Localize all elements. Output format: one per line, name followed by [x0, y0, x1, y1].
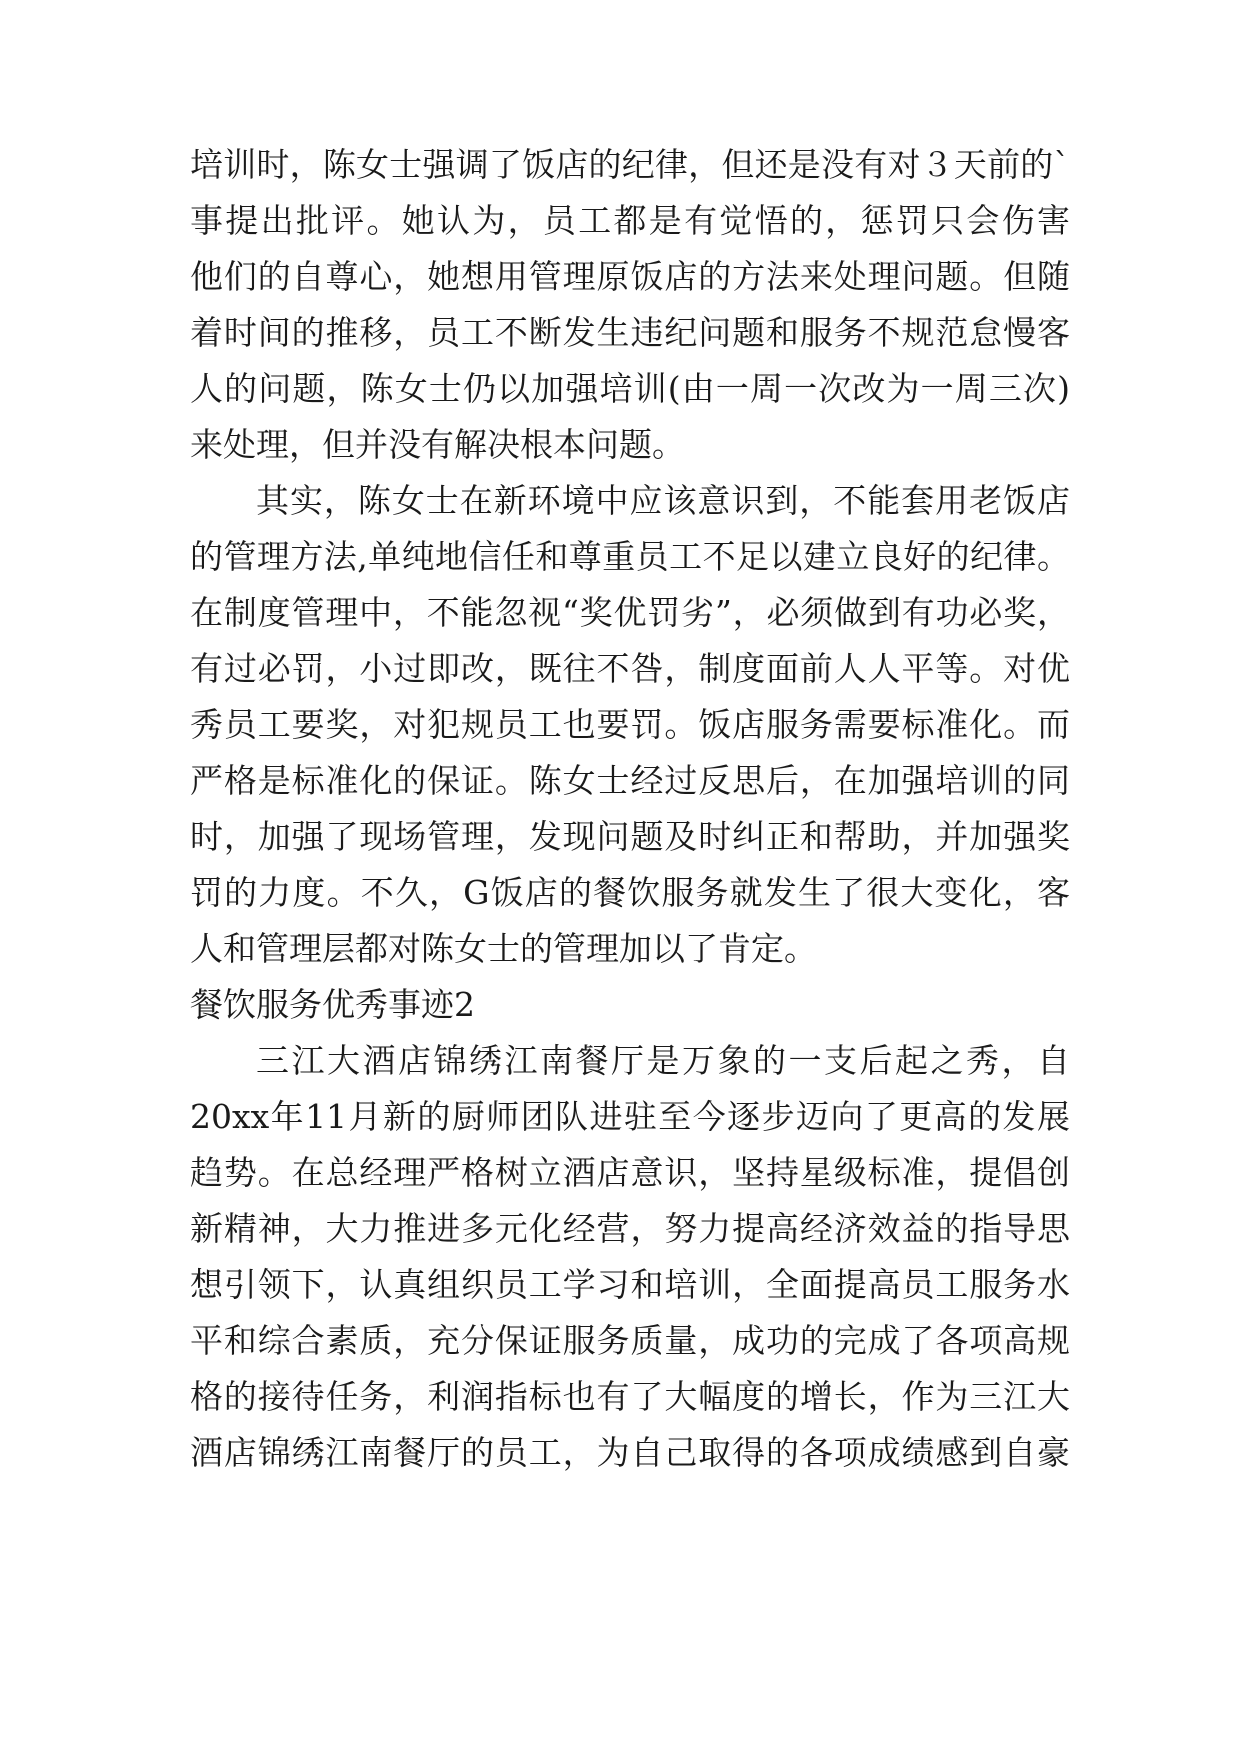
text-line: 在制度管理中，不能忽视“奖优罚劣”，必须做到有功必奖， — [190, 593, 1070, 632]
text-line: 想引领下，认真组织员工学习和培训，全面提高员工服务水 — [190, 1265, 1070, 1304]
text-line: 20xx年11月新的厨师团队进驻至今逐步迈向了更高的发展 — [190, 1097, 1070, 1136]
paragraph-first-line: 三江大酒店锦绣江南餐厅是万象的一支后起之秀，自 — [256, 1041, 1070, 1080]
text-line: 格的接待任务，利润指标也有了大幅度的增长，作为三江大 — [190, 1377, 1070, 1416]
text-line: 有过必罚，小过即改，既往不咎，制度面前人人平等。对优 — [190, 649, 1070, 688]
text-line: 人和管理层都对陈女士的管理加以了肯定。 — [190, 929, 817, 968]
text-line: 的管理方法,单纯地信任和尊重员工不足以建立良好的纪律。 — [190, 537, 1070, 576]
text-line: 着时间的推移，员工不断发生违纪问题和服务不规范怠慢客 — [190, 313, 1070, 352]
text-line: 趋势。在总经理严格树立酒店意识，坚持星级标准，提倡创 — [190, 1153, 1070, 1192]
text-line: 酒店锦绣江南餐厅的员工，为自己取得的各项成绩感到自豪 — [190, 1433, 1070, 1472]
text-line: 新精神，大力推进多元化经营，努力提高经济效益的指导思 — [190, 1209, 1070, 1248]
text-line: 罚的力度。不久，G饭店的餐饮服务就发生了很大变化，客 — [190, 873, 1070, 912]
text-line: 时，加强了现场管理，发现问题及时纠正和帮助，并加强奖 — [190, 817, 1070, 856]
section-heading: 餐饮服务优秀事迹2 — [190, 985, 475, 1024]
text-line: 秀员工要奖，对犯规员工也要罚。饭店服务需要标准化。而 — [190, 705, 1070, 744]
text-line: 培训时，陈女士强调了饭店的纪律，但还是没有对３天前的` — [190, 145, 1070, 184]
paragraph-first-line: 其实，陈女士在新环境中应该意识到，不能套用老饭店 — [256, 481, 1070, 520]
text-line: 人的问题，陈女士仍以加强培训(由一周一次改为一周三次) — [190, 369, 1070, 408]
text-line: 平和综合素质，充分保证服务质量，成功的完成了各项高规 — [190, 1321, 1070, 1360]
text-line: 他们的自尊心，她想用管理原饭店的方法来处理问题。但随 — [190, 257, 1070, 296]
text-line: 事提出批评。她认为，员工都是有觉悟的，惩罚只会伤害 — [190, 201, 1070, 240]
text-line: 来处理，但并没有解决根本问题。 — [190, 425, 685, 464]
text-line: 严格是标准化的保证。陈女士经过反思后，在加强培训的同 — [190, 761, 1070, 800]
